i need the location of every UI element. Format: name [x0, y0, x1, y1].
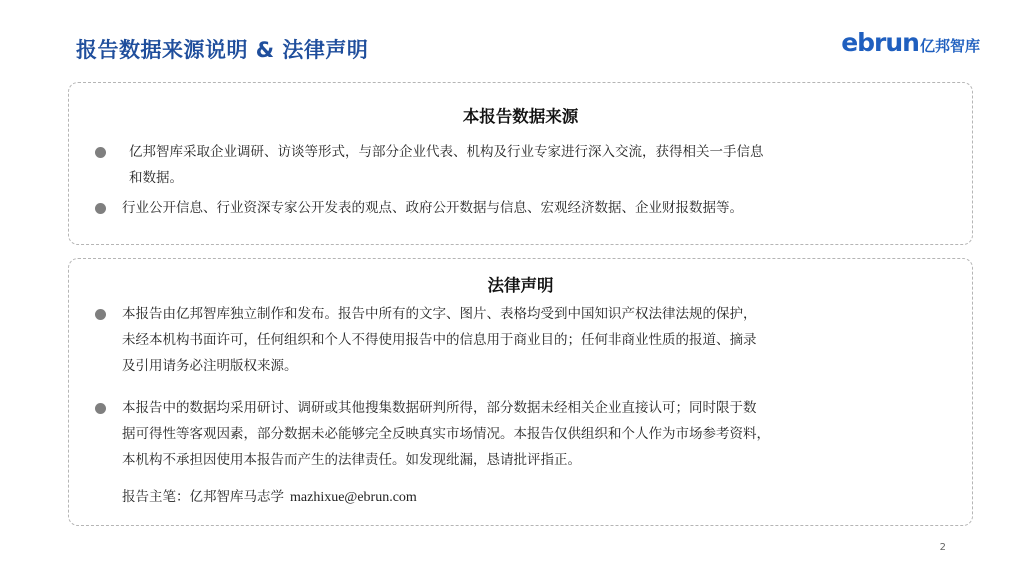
logo-mark: ebrun: [841, 28, 919, 57]
text-line: 据可得性等客观因素，部分数据未必能够完全反映真实市场情况。本报告仅供组织和个人作为市场参考资料，: [122, 426, 770, 442]
text-line: 未经本机构书面许可，任何组织和个人不得使用报告中的信息用于商业目的；任何非商业性质的报道、摘录: [122, 332, 757, 348]
text-line: 及引用请务必注明版权来源。: [122, 358, 298, 374]
text-line: 本机构不承担因使用本报告而产生的法律责任。如发现纰漏，恳请批评指正。: [122, 452, 581, 468]
bullet-dot-icon: [95, 309, 106, 320]
legal-section: [68, 258, 973, 526]
data-source-section: [68, 82, 973, 245]
author-email: mazhixue@ebrun.com: [290, 490, 417, 505]
logo-cn-text: 亿邦智库: [919, 37, 980, 55]
text-line: 和数据。: [129, 170, 183, 186]
bullet-dot-icon: [95, 403, 106, 414]
text-line: 本报告由亿邦智库独立制作和发布。报告中所有的文字、图片、表格均受到中国知识产权法律法规的保护，: [122, 306, 757, 322]
legal-item-1-text: [122, 301, 757, 379]
data-source-item-2-text: [122, 195, 743, 221]
text-line: 本报告中的数据均采用研讨、调研或其他搜集数据研判所得，部分数据未经相关企业直接认可；同时限于数: [122, 400, 757, 416]
text-line: 行业公开信息、行业资深专家公开发表的观点、政府公开数据与信息、宏观经济数据、企业财报数据等。: [122, 200, 743, 216]
author-label: 报告主笔：亿邦智库马志学: [122, 489, 284, 505]
bullet-dot-icon: [95, 203, 106, 214]
text-line: 亿邦智库采取企业调研、访谈等形式，与部分企业代表、机构及行业专家进行深入交流，获得相关一手信息: [129, 144, 764, 160]
bullet-dot-icon: [95, 147, 106, 158]
legal-heading: 法律声明: [487, 276, 554, 295]
data-source-item-1-text: [129, 139, 764, 191]
brand-logo: [841, 28, 980, 57]
page-number: 2: [939, 542, 946, 553]
author-line: [122, 485, 417, 506]
legal-item-2-text: [122, 395, 770, 473]
page-title: 报告数据来源说明 & 法律声明: [76, 38, 369, 62]
data-source-heading: 本报告数据来源: [462, 107, 579, 126]
